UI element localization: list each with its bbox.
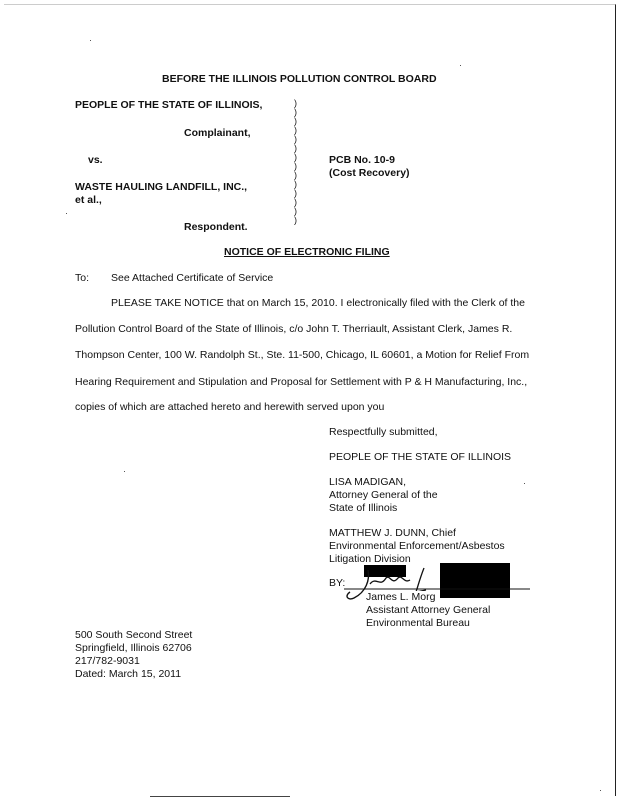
signer-title-line-1: Assistant Attorney General: [366, 604, 491, 616]
ag-name: LISA MADIGAN,: [329, 476, 407, 488]
address-street: 500 South Second Street: [75, 629, 193, 641]
document-heading: BEFORE THE ILLINOIS POLLUTION CONTROL BOARD: [162, 73, 437, 85]
ag-title-line-2: State of Illinois: [329, 502, 398, 514]
case-number: PCB No. 10-9: [329, 154, 395, 166]
caption-defendant: WASTE HAULING LANDFILL, INC.,: [75, 181, 248, 193]
scan-speck: [600, 790, 601, 791]
caption-et-al: et al.,: [75, 194, 102, 206]
body-line-5: copies of which are attached hereto and herewith served upon you: [75, 401, 385, 413]
by-label: BY:: [329, 577, 346, 589]
caption-vs: vs.: [88, 154, 103, 166]
notice-title: NOTICE OF ELECTRONIC FILING: [224, 246, 390, 258]
scan-speck: [124, 471, 125, 472]
caption-complainant: Complainant,: [184, 127, 251, 139]
case-type: (Cost Recovery): [329, 167, 410, 179]
to-value: See Attached Certificate of Service: [111, 272, 274, 284]
body-line-1: PLEASE TAKE NOTICE that on March 15, 2010. I electronically filed with the Clerk of the: [111, 297, 525, 309]
scan-speck: [460, 65, 461, 66]
chief-title-line-2: Litigation Division: [329, 553, 411, 565]
dated: Dated: March 15, 2011: [75, 668, 182, 680]
body-line-2: Pollution Control Board of the State of Illinois, c/o John T. Therriault, Assistant Clerk, James R.: [75, 323, 513, 335]
chief-name: MATTHEW J. DUNN, Chief: [329, 527, 456, 539]
signature-party: PEOPLE OF THE STATE OF ILLINOIS: [329, 451, 512, 463]
signer-title-line-2: Environmental Bureau: [366, 617, 470, 629]
caption-bracket-column: ) ) ) ) ) ) ) ) ) ) ) ) ) ): [294, 98, 297, 225]
caption-respondent: Respondent.: [184, 221, 248, 233]
scan-speck: [66, 213, 67, 214]
body-line-3: Thompson Center, 100 W. Randolph St., Ste. 11-500, Chicago, IL 60601, a Motion for Relief From: [75, 349, 530, 361]
address-city: Springfield, Illinois 62706: [75, 642, 192, 654]
signer-name: James L. Morg: [366, 591, 436, 603]
bottom-scan-line: [150, 796, 290, 797]
chief-title-line-1: Environmental Enforcement/Asbestos: [329, 540, 505, 552]
to-label: To:: [75, 272, 90, 284]
address-phone: 217/782-9031: [75, 655, 140, 667]
body-line-4: Hearing Requirement and Stipulation and Proposal for Settlement with P & H Manufacturing, Inc.,: [75, 376, 528, 388]
closing: Respectfully submitted,: [329, 426, 438, 438]
caption-plaintiff: PEOPLE OF THE STATE OF ILLINOIS,: [75, 99, 263, 111]
ag-title-line-1: Attorney General of the: [329, 489, 438, 501]
scan-speck: [524, 483, 525, 484]
scan-speck: [90, 40, 91, 41]
